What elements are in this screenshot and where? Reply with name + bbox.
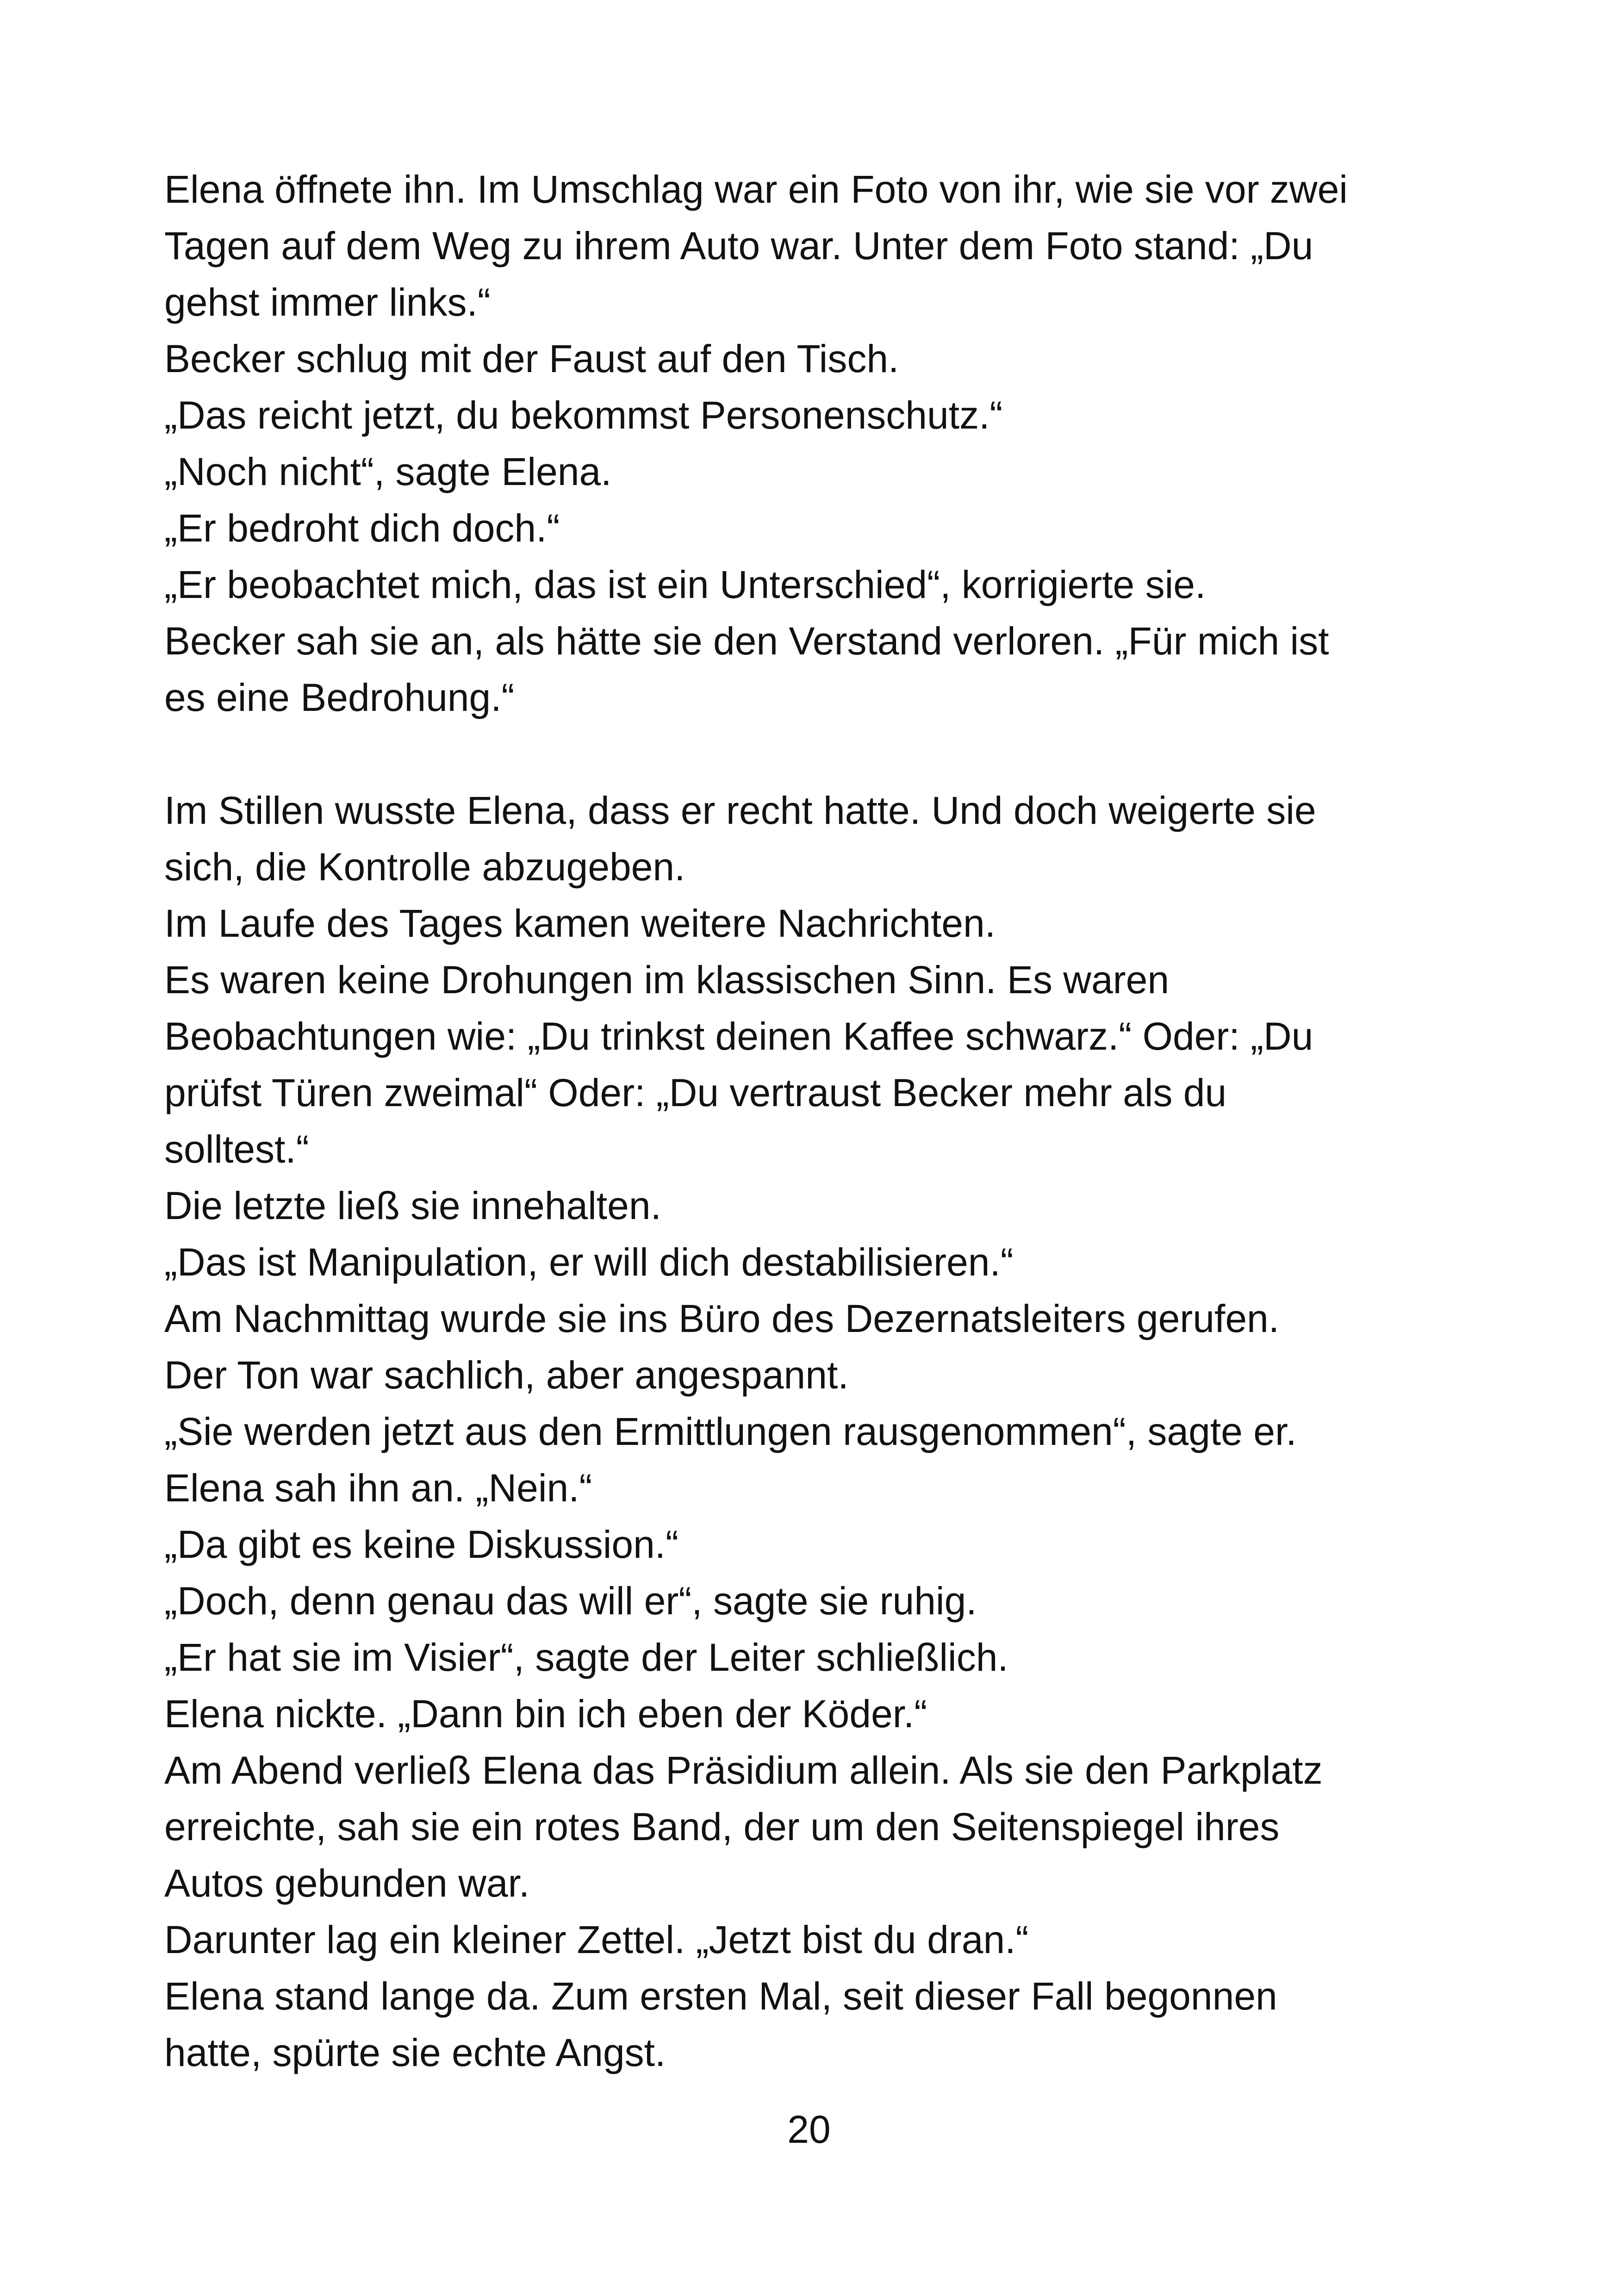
text-line: Elena sah ihn an. „Nein.“ bbox=[164, 1466, 592, 1510]
text-line: Darunter lag ein kleiner Zettel. „Jetzt bist du dran.“ bbox=[164, 1918, 1029, 1961]
text-line: es eine Bedrohung.“ bbox=[164, 676, 515, 719]
text-line: Im Stillen wusste Elena, dass er recht hatte. Und doch weigerte sie bbox=[164, 789, 1316, 832]
paragraph-gap bbox=[164, 726, 1506, 782]
text-line: erreichte, sah sie ein rotes Band, der um den Seitenspiegel ihres bbox=[164, 1805, 1280, 1848]
text-line: Die letzte ließ sie innehalten. bbox=[164, 1184, 661, 1227]
text-line: sich, die Kontrolle abzugeben. bbox=[164, 845, 685, 889]
text-line: „Das reicht jetzt, du bekommst Personenschutz.“ bbox=[164, 393, 1003, 437]
text-line: hatte, spürte sie echte Angst. bbox=[164, 2031, 666, 2074]
text-line: „Er beobachtet mich, das ist ein Unterschied“, korrigierte sie. bbox=[164, 563, 1206, 606]
text-line: prüfst Türen zweimal“ Oder: „Du vertraust Becker mehr als du bbox=[164, 1071, 1227, 1114]
text-line: Es waren keine Drohungen im klassischen Sinn. Es waren bbox=[164, 958, 1170, 1002]
text-line: Der Ton war sachlich, aber angespannt. bbox=[164, 1353, 849, 1397]
text-line: Elena öffnete ihn. Im Umschlag war ein Foto von ihr, wie sie vor zwei bbox=[164, 168, 1348, 211]
text-line: Becker schlug mit der Faust auf den Tisch. bbox=[164, 337, 899, 380]
text-line: Am Abend verließ Elena das Präsidium allein. Als sie den Parkplatz bbox=[164, 1748, 1323, 1792]
text-line: „Da gibt es keine Diskussion.“ bbox=[164, 1523, 679, 1566]
text-line: Becker sah sie an, als hätte sie den Verstand verloren. „Für mich ist bbox=[164, 619, 1329, 663]
text-line: Im Laufe des Tages kamen weitere Nachrichten. bbox=[164, 902, 996, 945]
text-line: Elena stand lange da. Zum ersten Mal, seit dieser Fall begonnen bbox=[164, 1974, 1277, 2018]
text-line: „Er hat sie im Visier“, sagte der Leiter schließlich. bbox=[164, 1636, 1008, 1679]
text-line: solltest.“ bbox=[164, 1127, 309, 1171]
text-line: Beobachtungen wie: „Du trinkst deinen Kaffee schwarz.“ Oder: „Du bbox=[164, 1014, 1313, 1058]
text-line: Elena nickte. „Dann bin ich eben der Köder.“ bbox=[164, 1692, 927, 1736]
text-line: Autos gebunden war. bbox=[164, 1861, 530, 1905]
text-line: „Noch nicht“, sagte Elena. bbox=[164, 450, 612, 493]
text-line: Am Nachmittag wurde sie ins Büro des Dezernatsleiters gerufen. bbox=[164, 1297, 1280, 1340]
text-line: „Doch, denn genau das will er“, sagte sie ruhig. bbox=[164, 1579, 977, 1623]
text-line: „Das ist Manipulation, er will dich destabilisieren.“ bbox=[164, 1240, 1014, 1284]
text-line: gehst immer links.“ bbox=[164, 280, 491, 324]
text-line: „Er bedroht dich doch.“ bbox=[164, 506, 560, 550]
page-number: 20 bbox=[787, 2108, 831, 2151]
body-text bbox=[164, 161, 1506, 2081]
text-line: Tagen auf dem Weg zu ihrem Auto war. Unter dem Foto stand: „Du bbox=[164, 224, 1313, 268]
text-line: „Sie werden jetzt aus den Ermittlungen rausgenommen“, sagte er. bbox=[164, 1410, 1297, 1453]
